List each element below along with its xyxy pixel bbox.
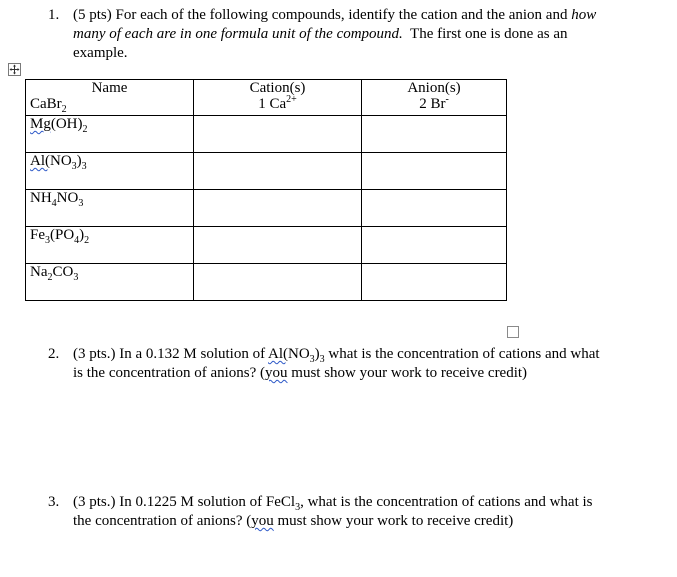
example-cation: 1 $Ca^{2+}$: [258, 94, 297, 112]
name-cell[interactable]: [26, 116, 194, 153]
question-1: [48, 6, 668, 66]
cation-cell[interactable]: [194, 116, 362, 153]
question-2-number: 2.: [48, 346, 60, 362]
header-name: Name: [91, 80, 128, 96]
table-header-row: [26, 80, 507, 116]
question-3-line1-end: , what is the concentration of cations and what is: [300, 494, 593, 510]
question-3-line2: the concentration of anions? (: [73, 513, 252, 529]
question-3: [48, 493, 668, 533]
compound-name: $Na_2CO_3$: [30, 264, 79, 283]
table-row: [26, 116, 507, 153]
compound-name: $Al(NO_3)_3$: [30, 153, 87, 172]
table-row: [26, 153, 507, 190]
cation-cell[interactable]: [194, 80, 362, 116]
table-row: [26, 264, 507, 301]
question-2-formula: $Al(NO_3)_3$: [268, 346, 325, 365]
question-3-text: [73, 493, 593, 531]
compound-name: $Fe_3(PO_4)_2$: [30, 227, 90, 246]
name-cell[interactable]: [26, 264, 194, 301]
question-2-line1: (3 pts.) In a 0.132 M solution of: [73, 346, 268, 362]
question-1-line1: (5 pts) For each of the following compounds, identify the cation and the anion and: [73, 7, 572, 23]
question-2-you: you: [265, 365, 288, 381]
question-2-line2: is the concentration of anions? (: [73, 365, 266, 381]
question-3-line1: (3 pts.) In 0.1225 M solution of FeCl: [73, 494, 296, 510]
question-1-emphasis-line2: many of each are in one formula unit of the compound.: [73, 26, 403, 42]
name-cell[interactable]: [26, 153, 194, 190]
example-anion: 2 Br-: [419, 94, 449, 112]
cation-cell[interactable]: [194, 153, 362, 190]
question-3-line2-end: must show your work to receive credit): [273, 513, 514, 529]
compound-name: CaBr$_2$: [30, 96, 67, 115]
cation-cell[interactable]: [194, 227, 362, 264]
table-resize-handle-icon[interactable]: [507, 326, 519, 338]
table-row: [26, 227, 507, 264]
question-1-line3: example.: [73, 45, 128, 61]
cation-cell[interactable]: [194, 264, 362, 301]
name-cell[interactable]: [26, 227, 194, 264]
question-2-line1-end: what is the concentration of cations and what: [328, 346, 600, 362]
question-1-emphasis-how: how: [571, 7, 597, 23]
question-3-you: you: [251, 513, 274, 529]
question-2: [48, 345, 668, 385]
table-move-handle-icon[interactable]: [8, 63, 21, 76]
cation-cell[interactable]: [194, 190, 362, 227]
name-cell[interactable]: [26, 80, 194, 116]
question-1-number: 1.: [48, 7, 60, 23]
anion-cell[interactable]: [362, 116, 507, 153]
anion-cell[interactable]: [362, 80, 507, 116]
name-cell[interactable]: [26, 190, 194, 227]
header-anion: Anion(s): [407, 80, 461, 96]
anion-cell[interactable]: [362, 264, 507, 301]
compound-name: $Mg(OH)_2$: [30, 116, 88, 135]
table-row: [26, 190, 507, 227]
anion-cell[interactable]: [362, 227, 507, 264]
question-1-line2: The first one is done as an: [402, 26, 568, 42]
question-3-subscript: 3: [295, 502, 301, 513]
question-2-text: [73, 345, 600, 383]
anion-cell[interactable]: [362, 190, 507, 227]
compound-name: $NH_4NO_3$: [30, 190, 84, 209]
anion-cell[interactable]: [362, 153, 507, 190]
compound-table: [25, 79, 507, 301]
question-3-number: 3.: [48, 494, 60, 510]
question-2-line2-end: must show your work to receive credit): [287, 365, 528, 381]
question-1-text: [73, 6, 596, 63]
header-cation: Cation(s): [249, 80, 306, 96]
